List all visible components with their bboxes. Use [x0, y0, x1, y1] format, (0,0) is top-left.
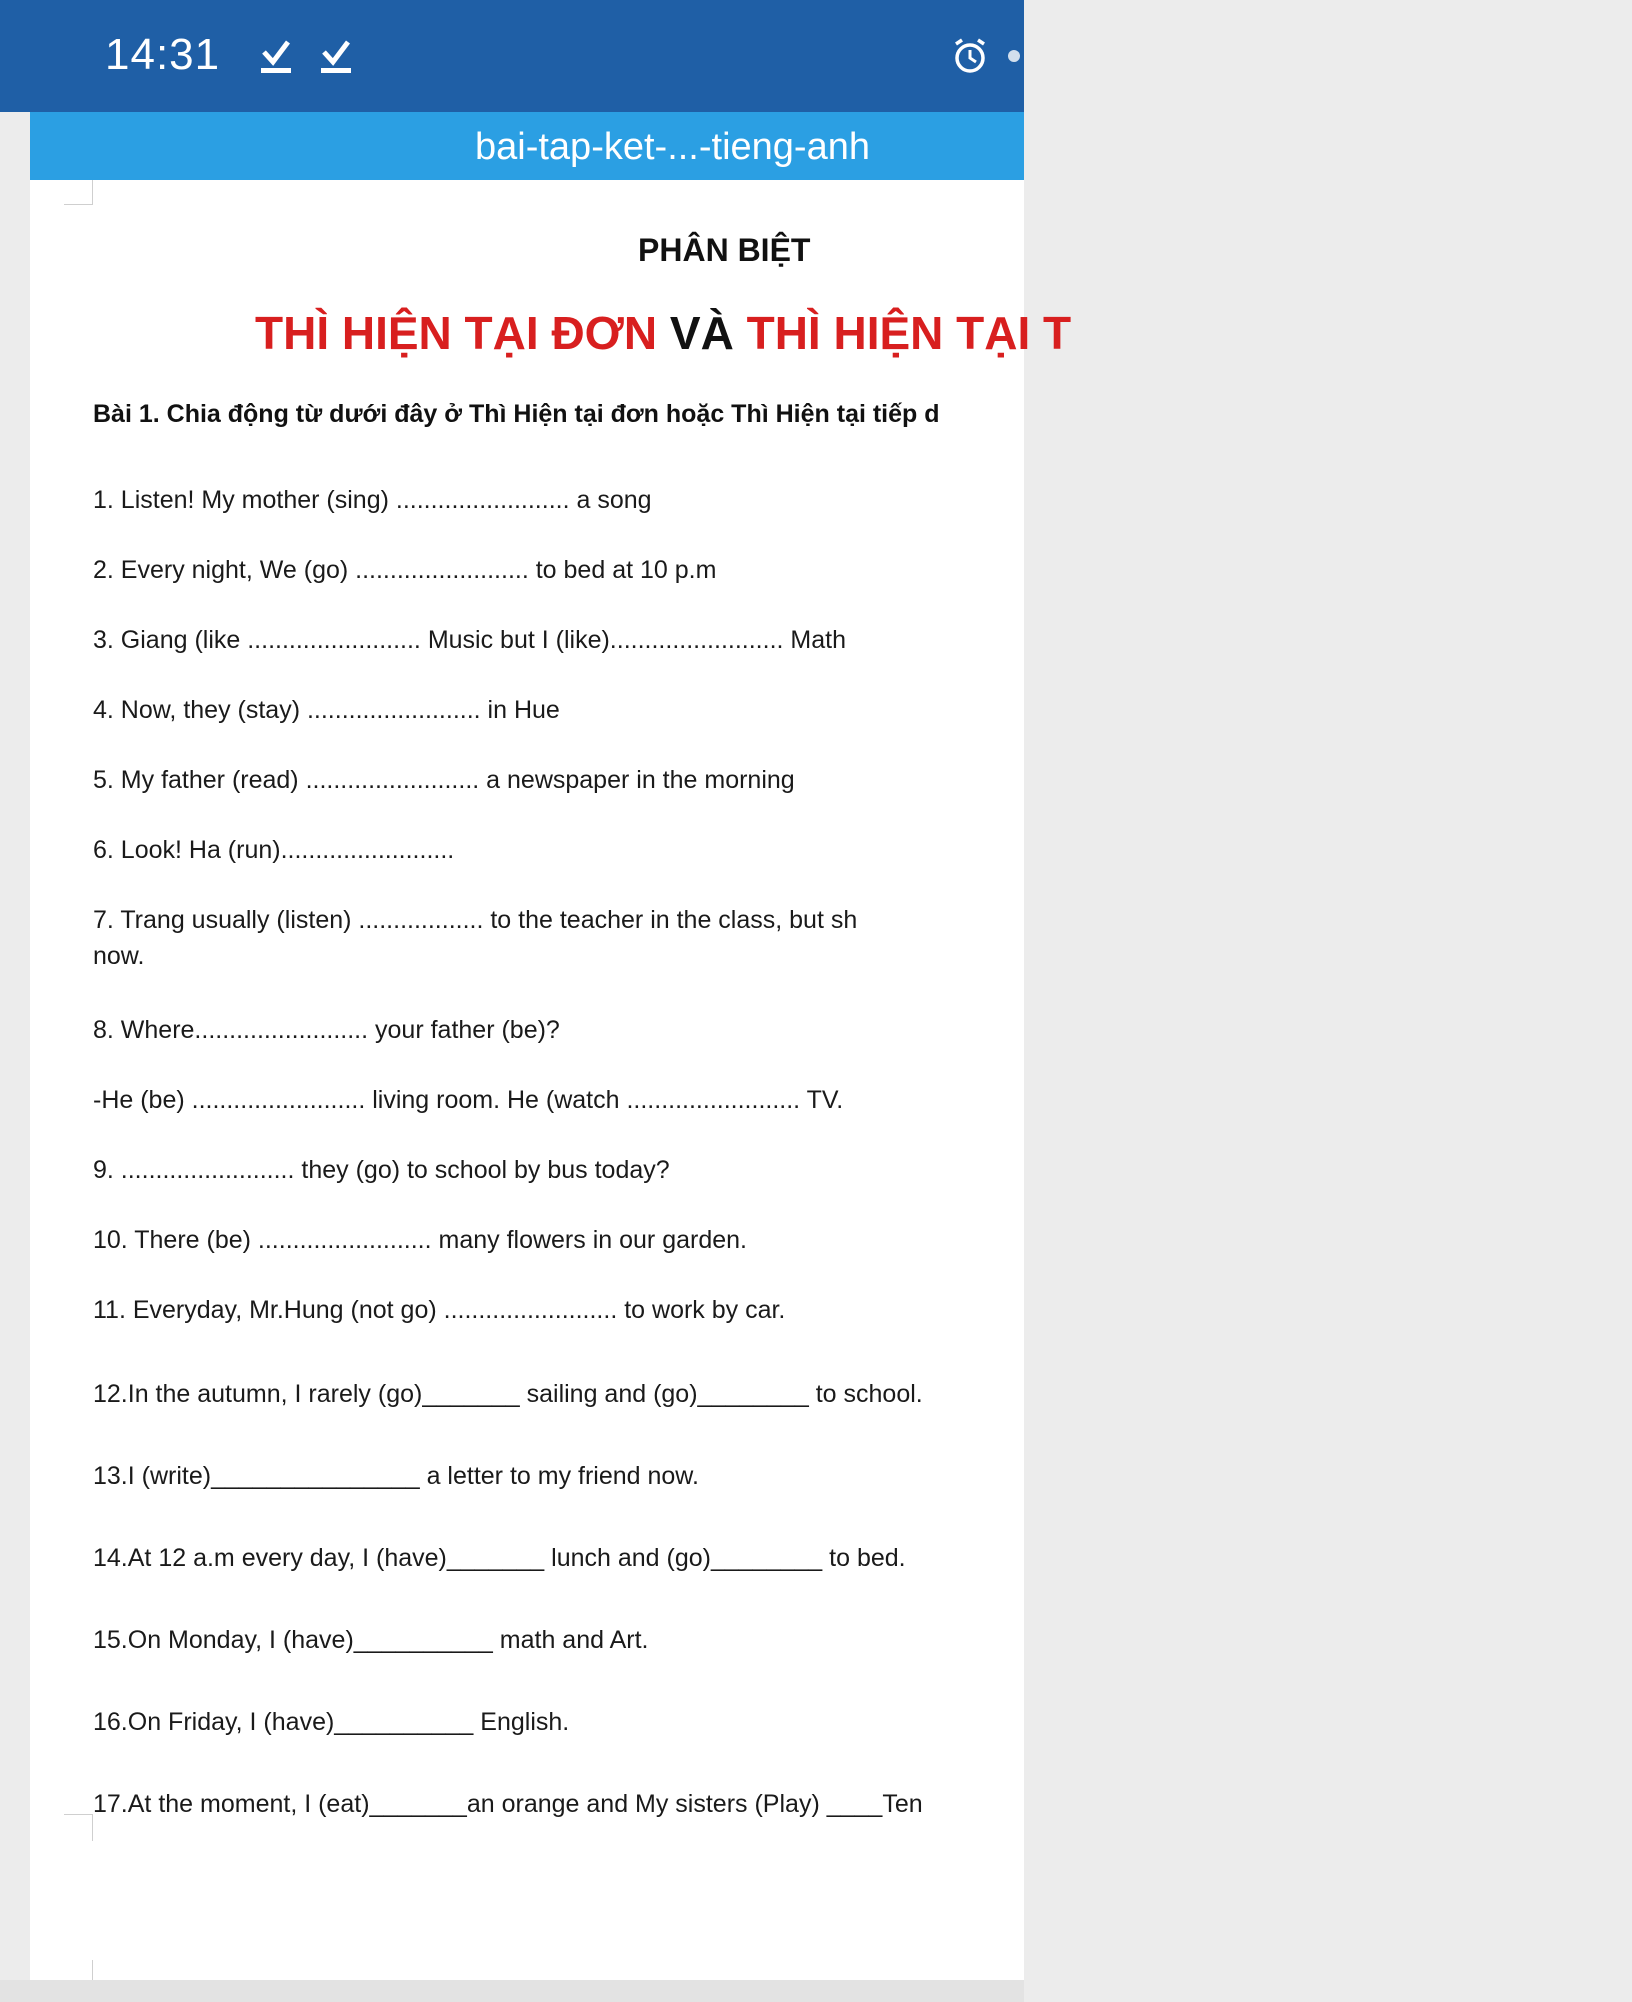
status-time: 14:31: [105, 30, 221, 79]
exercise-item: 13.I (write)_______________ a letter to my friend now.: [93, 1462, 699, 1490]
exercise-item: 5. My father (read) ......................... a newspaper in the morning: [93, 766, 795, 794]
exercise-item: 14.At 12 a.m every day, I (have)_______ lunch and (go)________ to bed.: [93, 1544, 906, 1572]
exercise-item: 9. ......................... they (go) to school by bus today?: [93, 1156, 670, 1184]
exercise-item: now.: [93, 942, 145, 970]
heading-sub: PHÂN BIỆT: [638, 232, 811, 268]
exercise-item: 3. Giang (like ......................... Music but I (like)......................... Math: [93, 626, 846, 654]
exercise-item: 10. There (be) ......................... many flowers in our garden.: [93, 1226, 747, 1254]
status-indicator: [1008, 50, 1020, 62]
page-corner-mark: [92, 1960, 94, 1980]
exercise-item: -He (be) ......................... living room. He (watch ......................... TV.: [93, 1086, 844, 1114]
exercise-instruction: Bài 1. Chia động từ dưới đây ở Thì Hiện tại đơn hoặc Thì Hiện tại tiếp d: [93, 400, 940, 428]
document-page[interactable]: [30, 180, 1072, 1980]
exercise-item: 1. Listen! My mother (sing) ......................... a song: [93, 486, 652, 514]
page-corner-mark: [64, 180, 93, 205]
download-check-icon: [318, 36, 354, 76]
alarm-icon: [950, 36, 990, 76]
document-title-bar: [30, 112, 1024, 180]
exercise-item: 12.In the autumn, I rarely (go)_______ sailing and (go)________ to school.: [93, 1380, 923, 1408]
exercise-item: 4. Now, they (stay) ......................... in Hue: [93, 696, 560, 724]
status-bar: [0, 0, 1024, 112]
heading-part-2: VÀ: [657, 307, 747, 359]
exercise-item: 2. Every night, We (go) ......................... to bed at 10 p.m: [93, 556, 717, 584]
download-check-icon: [258, 36, 294, 76]
page-corner-mark: [64, 1814, 93, 1841]
page-gap: [0, 1980, 1024, 2002]
heading-part-3: THÌ HIỆN TẠI T: [746, 307, 1072, 359]
document-title: bai-tap-ket-...-tieng-anh: [475, 126, 870, 168]
exercise-item: 8. Where......................... your father (be)?: [93, 1016, 560, 1044]
heading-part-1: THÌ HIỆN TẠI ĐƠN: [255, 307, 658, 359]
exercise-item: 16.On Friday, I (have)__________ English.: [93, 1708, 570, 1736]
exercise-item: 6. Look! Ha (run).........................: [93, 836, 455, 864]
exercise-item: 7. Trang usually (listen) .................. to the teacher in the class, but sh: [93, 906, 858, 934]
exercise-item: 17.At the moment, I (eat)_______an orange and My sisters (Play) ____Ten: [93, 1790, 923, 1818]
exercise-item: 15.On Monday, I (have)__________ math and Art.: [93, 1626, 649, 1654]
heading-main: [255, 306, 1249, 360]
exercise-item: 11. Everyday, Mr.Hung (not go) ......................... to work by car.: [93, 1296, 786, 1324]
